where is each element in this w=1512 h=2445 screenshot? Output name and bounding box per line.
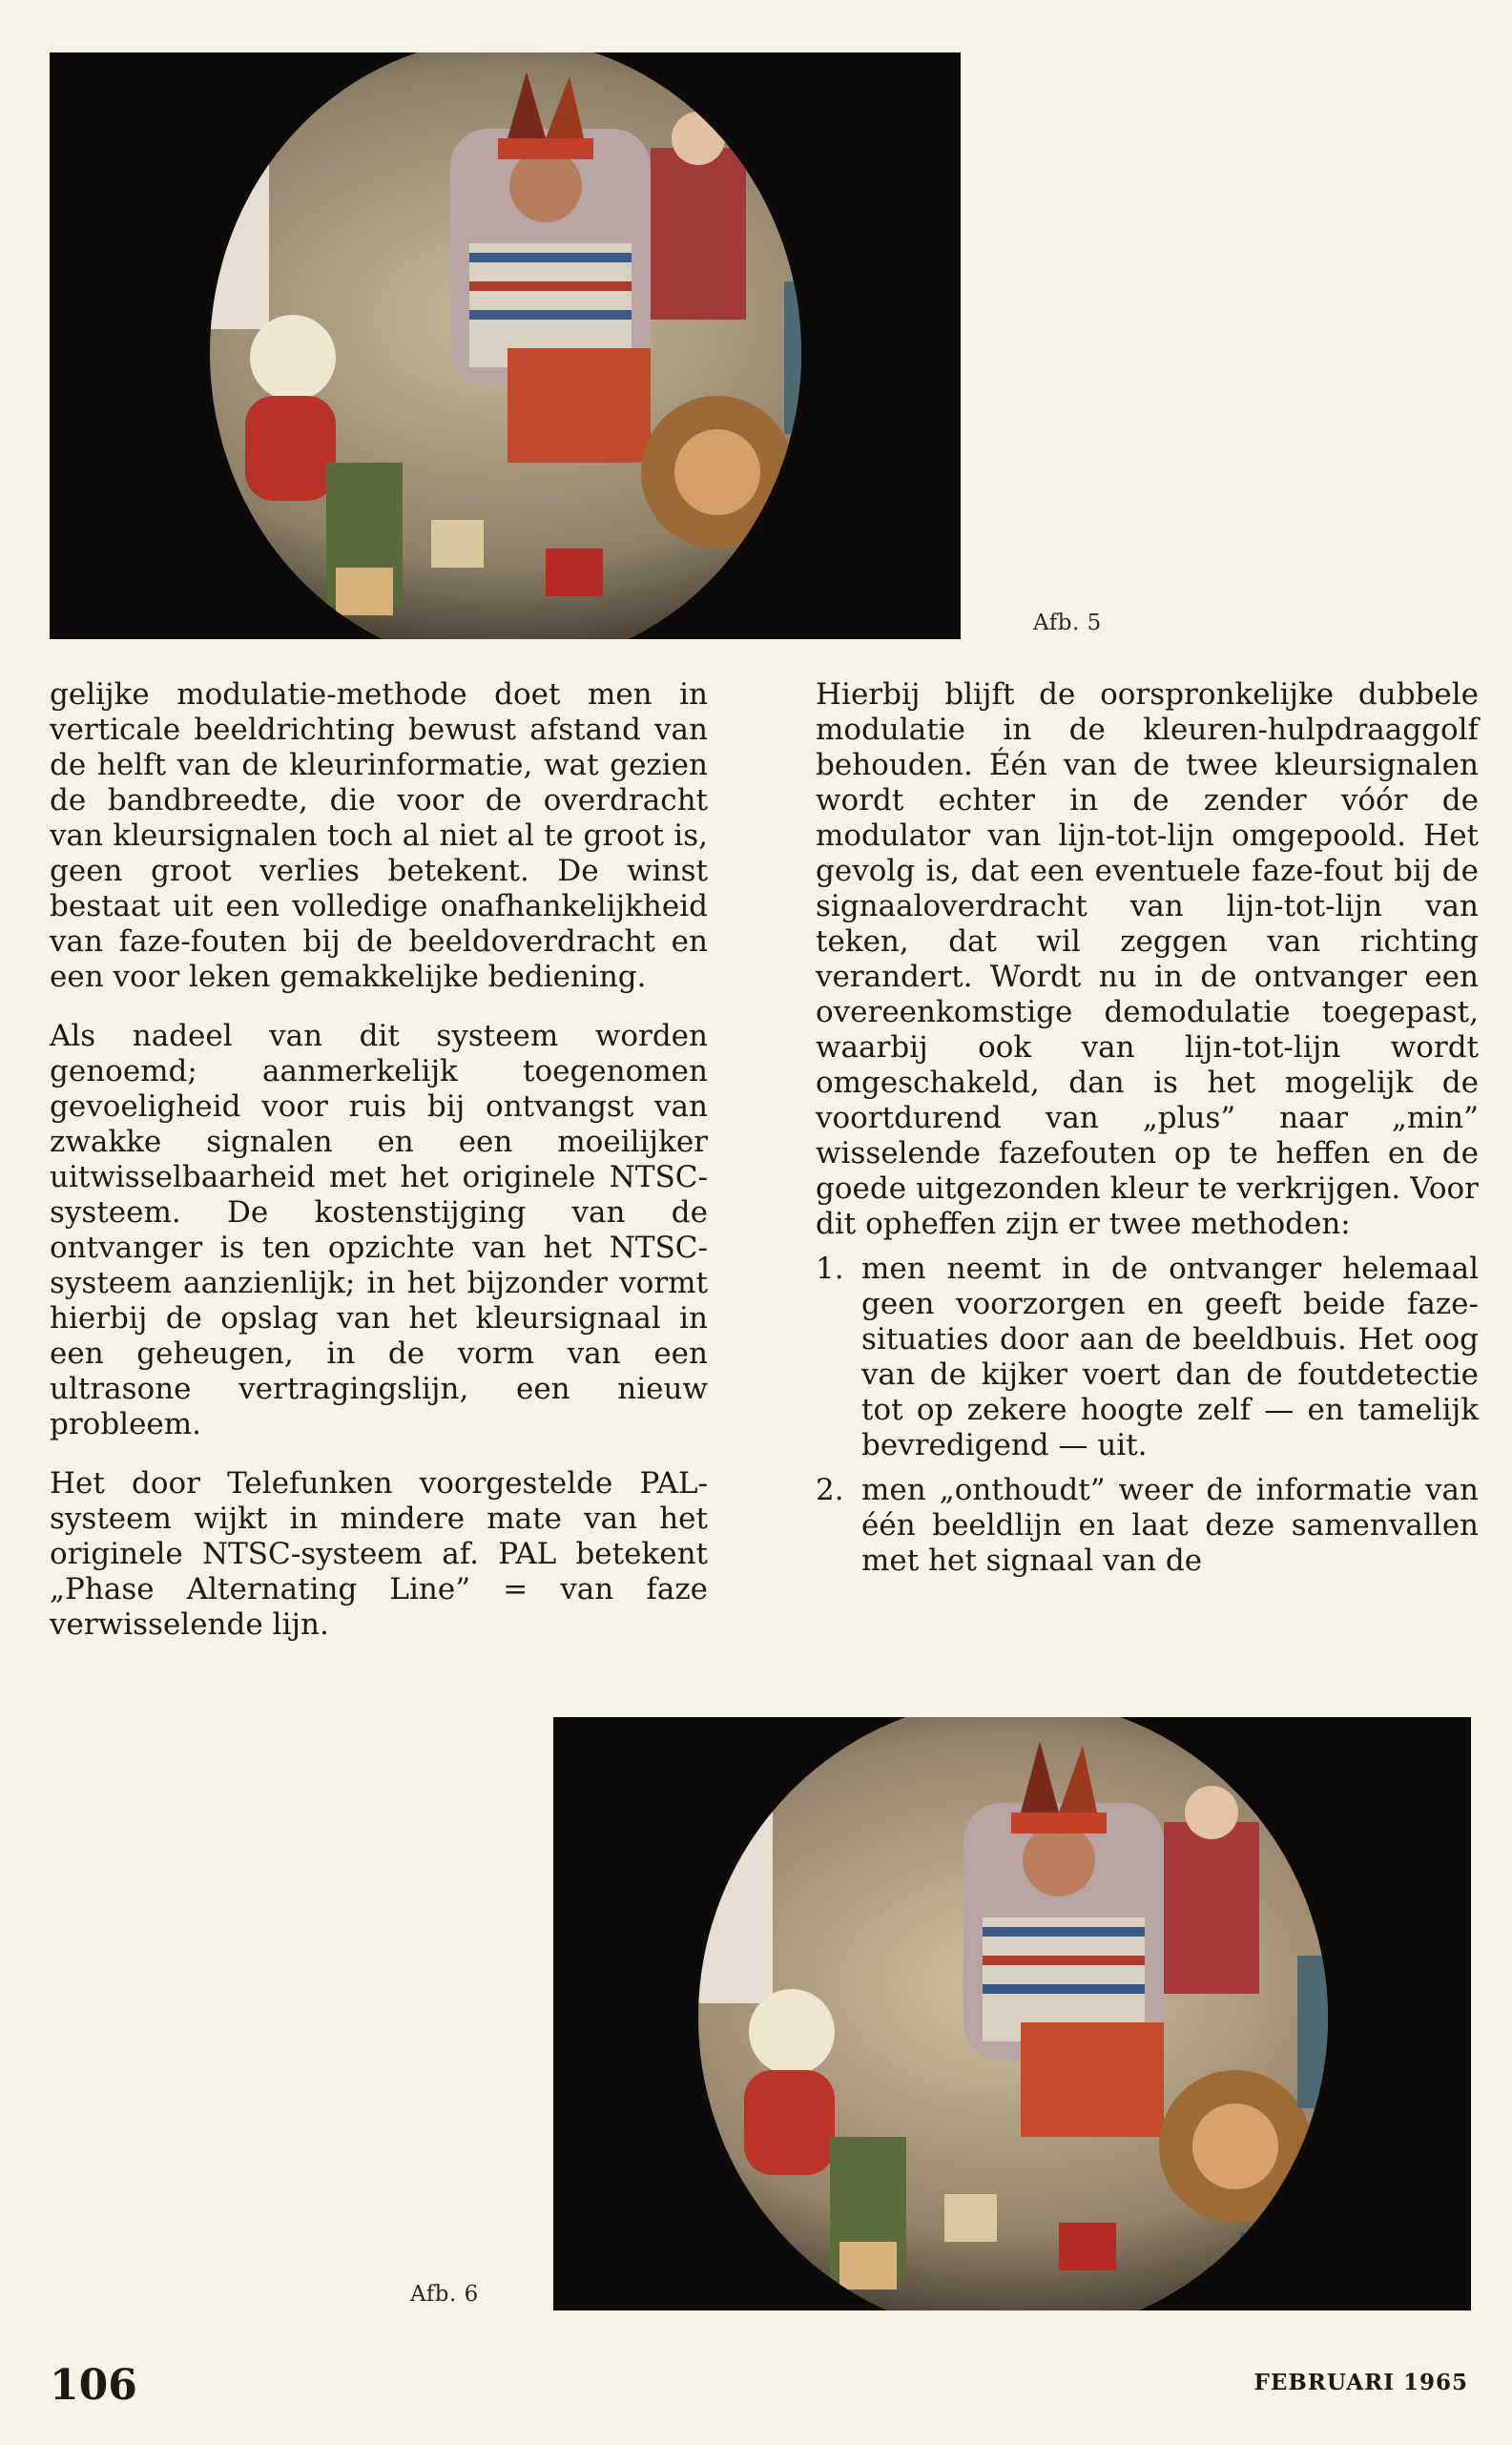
list-item-text: men neemt in de ontvanger helemaal geen voorzorgen en geeft beide faze-situaties door aan de beeldbuis. Het oog van de kijker voert dan de foutdetectie tot op zekere hoogte zelf — en tamelijk bevredigend — uit. bbox=[861, 1252, 1479, 1462]
figure-6-image bbox=[553, 1717, 1471, 2310]
figure-5-image bbox=[50, 52, 961, 639]
list-item-number: 1. bbox=[816, 1252, 844, 1286]
methods-list bbox=[816, 1252, 1479, 1579]
paragraph: gelijke modulatie-methode doet men in verticale beeldrichting bewust afstand van de helft van de kleurinformatie, wat gezien de bandbreedte, die voor de overdracht van kleursignalen toch al niet al te groot is, geen groot verlies betekent. De winst bestaat uit een volledige onafhankelijkheid van faze-fouten bij de beeldoverdracht en een voor leken gemakkelijke bediening. bbox=[50, 677, 708, 994]
paragraph: Als nadeel van dit systeem worden genoemd; aanmerkelijk toegenomen gevoeligheid voor ruis bij ontvangst van zwakke signalen en een moeilijker uitwisselbaarheid met het originele NTSC-systeem. De kostenstijging van de ontvanger is ten opzichte van het NTSC-systeem aanzienlijk; in het bijzonder vormt hierbij de opslag van het kleursignaal in een geheugen, in de vorm van een ultrasone vertragingslijn, een nieuw probleem. bbox=[50, 1019, 708, 1441]
right-column bbox=[816, 677, 1479, 1588]
paragraph: Hierbij blijft de oorspronkelijke dubbele modulatie in de kleuren-hulpdraaggolf behouden. Één van de twee kleursignalen wordt echter in de zender vóór de modulator van lijn-tot-lijn omgepoold. Het gevolg is, dat een eventuele faze-fout bij de signaaloverdracht van lijn-tot-lijn van teken, dat wil zeggen van richting verandert. Wordt nu in de ontvanger een overeenkomstige demodulatie toegepast, waarbij ook van lijn-tot-lijn wordt omgeschakeld, dan is het mogelijk de voortdurend van „plus” naar „min” wisselende fazefouten op te heffen en de goede uitgezonden kleur te verkrijgen. Voor dit opheffen zijn er twee methoden: bbox=[816, 677, 1479, 1241]
paragraph: Het door Telefunken voorgestelde PAL-systeem wijkt in mindere mate van het originele NTSC-systeem af. PAL betekent „Phase Alternating Line” = van faze verwisselende lijn. bbox=[50, 1466, 708, 1642]
figure-6-photo bbox=[553, 1717, 1471, 2310]
list-item-text: men „onthoudt” weer de informatie van één beeldlijn en laat deze samenvallen met het signaal van de bbox=[861, 1473, 1479, 1578]
issue-date: FEBRUARI 1965 bbox=[1253, 2370, 1468, 2395]
left-column bbox=[50, 677, 708, 1662]
list-item-number: 2. bbox=[816, 1473, 844, 1507]
figure-5-caption: Afb. 5 bbox=[1033, 611, 1102, 635]
figure-6-caption: Afb. 6 bbox=[410, 2282, 479, 2307]
page-number: 106 bbox=[50, 2361, 137, 2410]
list-item bbox=[816, 1252, 1479, 1463]
figure-5-photo bbox=[50, 52, 961, 639]
list-item bbox=[816, 1473, 1479, 1579]
